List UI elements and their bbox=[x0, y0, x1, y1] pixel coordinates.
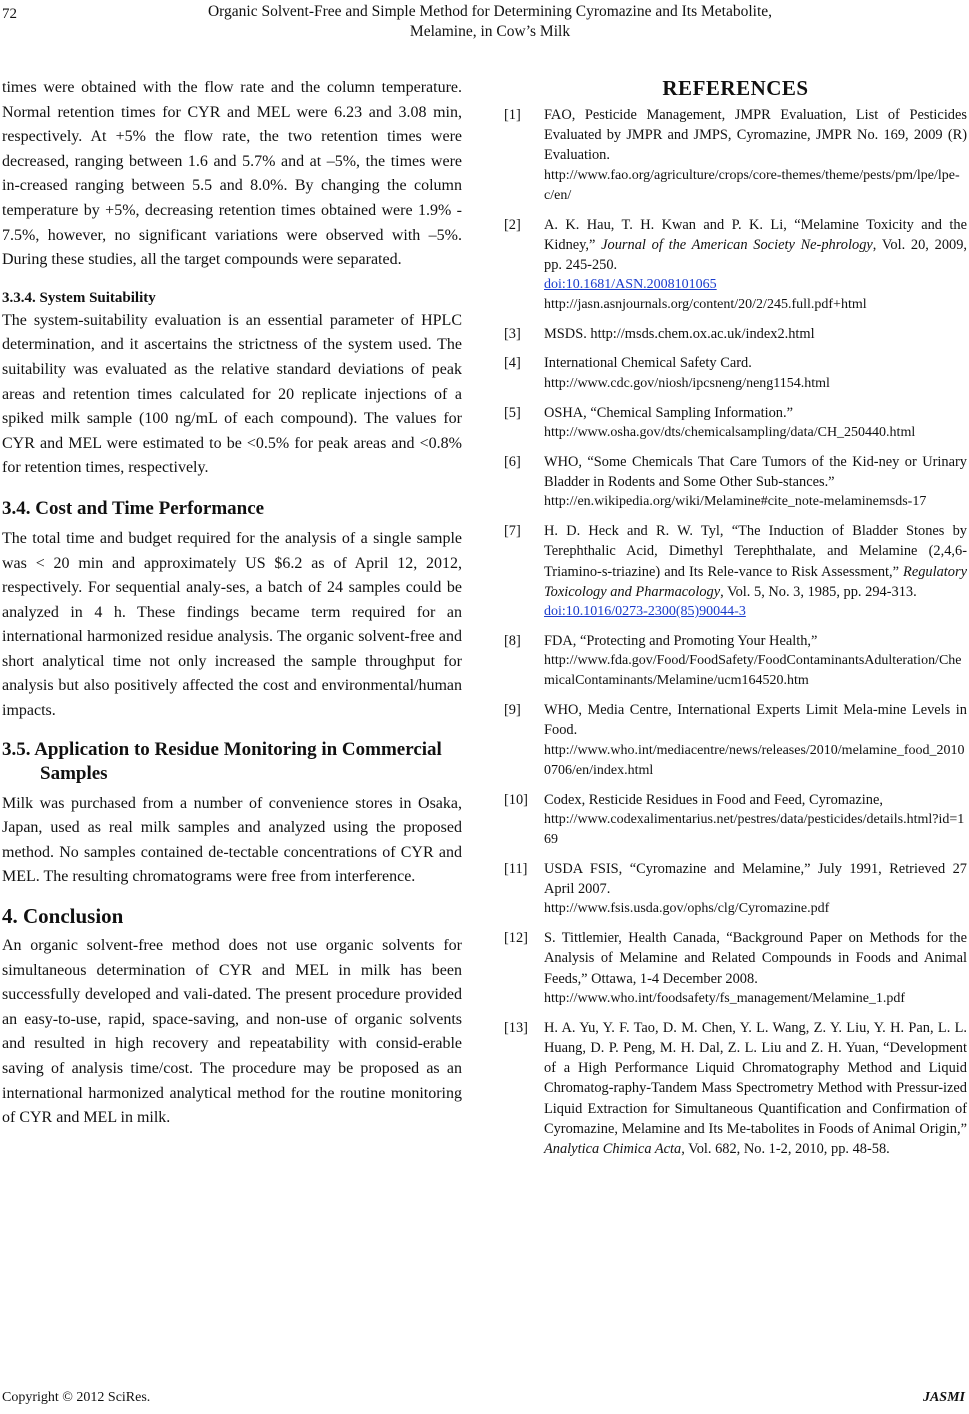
reference-text: OSHA, “Chemical Sampling Information.” bbox=[544, 404, 793, 421]
running-title-line1: Organic Solvent-Free and Simple Method for Determining Cyromazine and Its Metabolite, bbox=[207, 3, 773, 20]
reference-item bbox=[504, 700, 967, 780]
running-title-line2: Melamine, in Cow’s Milk bbox=[409, 23, 571, 40]
reference-item bbox=[504, 105, 967, 206]
reference-item bbox=[504, 521, 967, 622]
reference-journal: Regulatory Toxicology and Pharmacology bbox=[544, 563, 967, 600]
cost-time-paragraph: The total time and budget required for the analysis of a single sample was < 20 min and approximately US $6.2 as of April 12, 2012, respectively. For sequential analy-ses, a batch of 24 samples could be analyzed in 4 h. These findings became term required for an international harmonized residue analysis. The organic solvent-free and short analytical time not only increased the sample throughput for analysis but also positively affected the cost and environmental/human impacts. bbox=[2, 529, 462, 720]
reference-item bbox=[504, 790, 967, 850]
reference-item bbox=[504, 928, 967, 1009]
references-title: REFERENCES bbox=[662, 76, 809, 100]
reference-text: International Chemical Safety Card. bbox=[544, 355, 752, 372]
system-suitability-paragraph: The system-suitability evaluation is an essential parameter of HPLC determination, and it ascertains the strictness of the system used. The suitability was evaluated as the relative standard deviations of peak areas and retention times calculated for 20 replicate injections of a spiked milk sample (100 ng/mL of each compound). The values for CYR and MEL were estimated to be <0.5% for peak areas and <0.8% for retention times, respectively. bbox=[2, 311, 462, 477]
footer-copyright: Copyright © 2012 SciRes. bbox=[2, 1390, 151, 1405]
heading-system-suitability: 3.3.4. System Suitability bbox=[2, 289, 156, 306]
reference-text-tail: , Vol. 682, No. 1-2, 2010, pp. 48-58. bbox=[681, 1141, 890, 1158]
reference-text-tail: , Vol. 20, 2009, pp. 245-250. bbox=[544, 236, 967, 274]
reference-doi-link[interactable]: doi:10.1681/ASN.2008101065 bbox=[544, 277, 717, 293]
reference-number: [4] bbox=[504, 355, 521, 372]
reference-number: [10] bbox=[504, 791, 528, 808]
reference-number: [13] bbox=[504, 1019, 528, 1036]
reference-item bbox=[504, 1018, 967, 1159]
conclusion-paragraph: An organic solvent-free method does not use organic solvents for simultaneous determination of CYR and MEL in milk has been successfully developed and vali-dated. The present procedure provided an easy-to-use, rapid, space-saving, and non-use of organic solvents and resulted in high recovery and repeatability with consid-erable saving of analysis time/cost. The procedure may be proposed as an international harmonized analytical method for the routine monitoring of CYR and MEL in milk. bbox=[2, 937, 462, 1127]
reference-text: WHO, Media Centre, International Experts Limit Mela-mine Levels in Food. bbox=[544, 702, 967, 739]
reference-text: S. Tittlemier, Health Canada, “Background Paper on Methods for the Analysis of Melamine and Related Compounds in Foods and Animal Feeds,” Ottawa, 1-4 December 2008. bbox=[544, 930, 967, 987]
reference-journal: Analytica Chimica Acta bbox=[544, 1141, 682, 1158]
reference-text-tail: , Vol. 5, No. 3, 1985, pp. 294-313. bbox=[720, 583, 917, 600]
reference-url[interactable]: http://www.codexalimentarius.net/pestres/data/pesticides/details.html?id=169 bbox=[544, 811, 965, 847]
reference-number: [8] bbox=[504, 633, 521, 650]
reference-item bbox=[504, 403, 967, 443]
reference-item bbox=[504, 353, 967, 393]
references-column bbox=[504, 76, 967, 1168]
reference-url[interactable]: http://www.cdc.gov/niosh/ipcsneng/neng1154.html bbox=[544, 375, 830, 391]
reference-text: WHO, “Some Chemicals That Care Tumors of the Kid-ney or Urinary Bladder in Rodents and Some Other Sub-stances.” bbox=[544, 453, 967, 491]
reference-number: [2] bbox=[504, 216, 521, 233]
reference-url[interactable]: http://en.wikipedia.org/wiki/Melamine#cite_note-melaminemsds-17 bbox=[544, 494, 927, 510]
heading-cost-time: 3.4. Cost and Time Performance bbox=[2, 497, 265, 519]
reference-number: [6] bbox=[504, 453, 521, 470]
reference-text: Codex, Resticide Residues in Food and Feed, Cyromazine, bbox=[544, 791, 883, 808]
reference-journal: Journal of the American Society Ne-phrology bbox=[601, 236, 873, 253]
reference-text: A. K. Hau, T. H. Kwan and P. K. Li, “Melamine Toxicity and the Kidney,” bbox=[544, 216, 967, 253]
reference-number: [11] bbox=[504, 860, 528, 877]
reference-url[interactable]: http://www.fda.gov/Food/FoodSafety/FoodContaminantsAdulteration/ChemicalContaminants/Melamine/ucm164520.htm bbox=[544, 653, 962, 689]
reference-item bbox=[504, 215, 967, 316]
reference-url[interactable]: http://www.who.int/mediacentre/news/releases/2010/melamine_food_20100706/en/index.html bbox=[544, 742, 965, 778]
reference-item bbox=[504, 859, 967, 919]
reference-text: FAO, Pesticide Management, JMPR Evaluation, List of Pesticides Evaluated by JMPR and JMPS, Cyromazine, JMPR No. 169, 2009 (R) Evaluation. bbox=[544, 107, 967, 164]
reference-url[interactable]: http://www.osha.gov/dts/chemicalsampling/data/CH_250440.html bbox=[544, 424, 916, 440]
reference-number: [5] bbox=[504, 404, 521, 421]
reference-text: FDA, “Protecting and Promoting Your Health,” bbox=[544, 633, 818, 650]
reference-number: [9] bbox=[504, 702, 521, 719]
reference-text: MSDS. http://msds.chem.ox.ac.uk/index2.html bbox=[544, 326, 815, 343]
heading-residue-monitoring: 3.5. Application to Residue Monitoring in Commercial Samples bbox=[2, 738, 442, 784]
reference-item bbox=[504, 452, 967, 512]
reference-url[interactable]: http://www.fsis.usda.gov/ophs/clg/Cyromazine.pdf bbox=[544, 901, 830, 917]
reference-item bbox=[504, 324, 967, 344]
reference-url[interactable]: http://jasn.asnjournals.org/content/20/2/245.full.pdf+html bbox=[544, 297, 867, 313]
reference-item bbox=[504, 631, 967, 691]
intro-paragraph: times were obtained with the flow rate and the column temperature. Normal retention times for CYR and MEL were 6.23 and 3.08 min, respectively. At +5% the flow rate, the two retention times were decreased, ranging between 1.6 and 5.7% and at –5%, the times were in-creased ranging between 5.5 and 8.0%. By changing the column temperature by +5%, decreasing retention times obtained were 1.9% - 7.5%, however, no significant variations were observed with –5%. During these studies, all the target compounds were separated. bbox=[2, 79, 462, 269]
running-header bbox=[60, 2, 920, 42]
reference-text: H. A. Yu, Y. F. Tao, D. M. Chen, Y. L. Wang, Z. Y. Liu, Y. H. Pan, L. L. Huang, D. P. Peng, M. H. Dal, Z. L. Liu and Z. H. Yuan, “Development of a High Performance Liquid Chromatography Method and Liquid Chromatog-raphy-Tandem Mass Spectrometry Method with Pressur-ized Liquid Extraction for Simultaneous Quantification and Confirmation of Cyromazine, Melamine and Its Me-tabolites in Foods of Animal Origin,” bbox=[544, 1019, 967, 1137]
residue-monitoring-paragraph: Milk was purchased from a number of convenience stores in Osaka, Japan, used as real milk samples and analyzed using the proposed method. No samples contained de-tectable concentrations of CYR and MEL. The resulting chromatograms were free from interference. bbox=[2, 794, 462, 886]
reference-number: [7] bbox=[504, 523, 521, 540]
reference-number: [1] bbox=[504, 107, 521, 123]
reference-url[interactable]: http://www.fao.org/agriculture/crops/core-themes/theme/pests/pm/lpe/lpe-c/en/ bbox=[544, 167, 960, 203]
reference-url[interactable]: http://www.who.int/foodsafety/fs_management/Melamine_1.pdf bbox=[544, 990, 906, 1006]
heading-conclusion: 4. Conclusion bbox=[2, 904, 124, 929]
reference-number: [3] bbox=[504, 326, 521, 343]
left-column bbox=[2, 76, 462, 1131]
reference-doi-link[interactable]: doi:10.1016/0273-2300(85)90044-3 bbox=[544, 604, 746, 620]
footer-journal: JASMI bbox=[922, 1390, 965, 1405]
reference-text: H. D. Heck and R. W. Tyl, “The Induction of Bladder Stones by Terephthalic Acid, Dimethyl Terephthalate, and Melamine (2,4,6-Triamino-s-triazine) and Its Rele-vance to Risk Assessment,” bbox=[544, 523, 967, 580]
reference-text: USDA FSIS, “Cyromazine and Melamine,” July 1991, Retrieved 27 April 2007. bbox=[544, 860, 967, 898]
reference-number: [12] bbox=[504, 930, 528, 947]
page-number: 72 bbox=[2, 6, 17, 22]
